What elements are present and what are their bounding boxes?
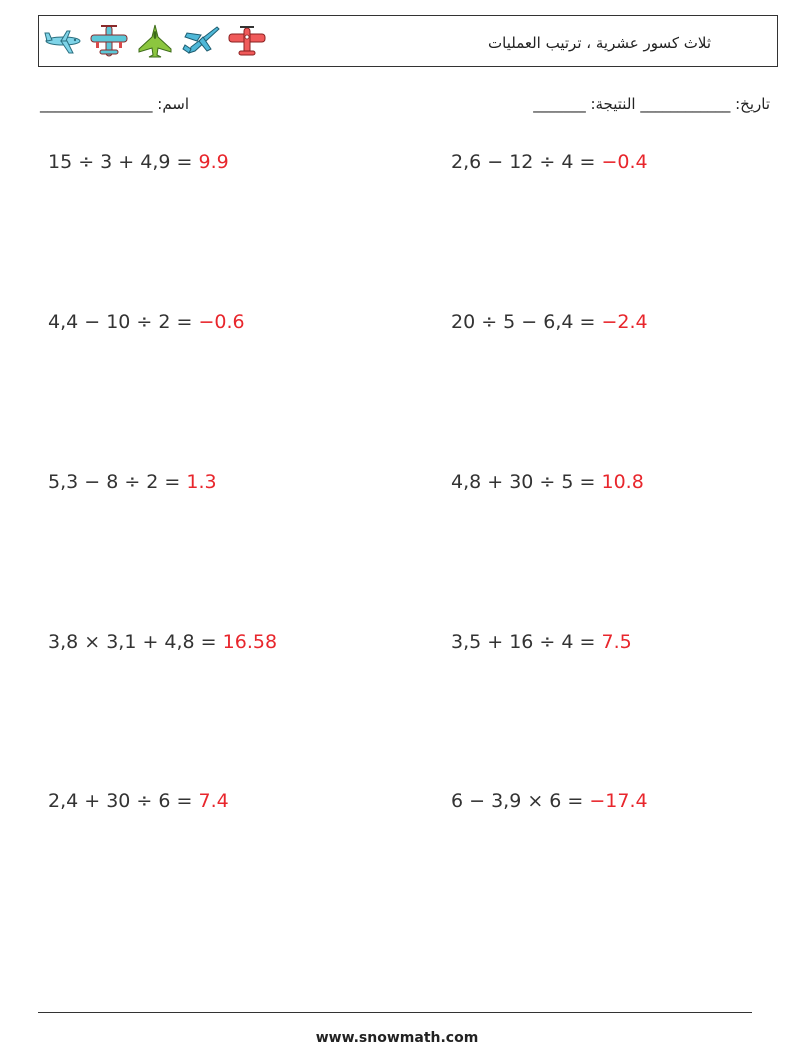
problem-answer: −2.4	[601, 311, 648, 333]
problem-9	[48, 790, 229, 812]
problem-answer: 7.5	[601, 631, 632, 653]
problem-answer: −0.6	[198, 311, 245, 333]
problem-expression: 5,3 − 8 ÷ 2 =	[48, 471, 187, 493]
problem-answer: 10.8	[601, 471, 644, 493]
problem-answer: 7.4	[198, 790, 229, 812]
problem-5	[48, 471, 217, 493]
problem-expression: 2,4 + 30 ÷ 6 =	[48, 790, 199, 812]
jet-plane-icon	[181, 23, 221, 59]
problem-expression: 15 ÷ 3 + 4,9 =	[48, 151, 199, 173]
problem-4	[451, 311, 648, 333]
problem-answer: 16.58	[222, 631, 278, 653]
problem-expression: 2,6 − 12 ÷ 4 =	[451, 151, 602, 173]
problem-8	[451, 631, 632, 653]
propeller-plane-icon	[89, 23, 129, 59]
problem-1	[48, 151, 229, 173]
airplane-icons	[43, 22, 267, 60]
problem-2	[451, 151, 648, 173]
problem-expression: 20 ÷ 5 − 6,4 =	[451, 311, 602, 333]
problem-answer: −0.4	[601, 151, 648, 173]
problem-10	[451, 790, 648, 812]
problem-expression: 3,8 × 3,1 + 4,8 =	[48, 631, 223, 653]
worksheet-title: ثلاث كسور عشرية ، ترتيب العمليات	[488, 34, 711, 52]
problem-answer: 9.9	[198, 151, 229, 173]
footer-website: www.snowmath.com	[315, 1030, 479, 1046]
date-score-field: _______ :تاريخ: ____________ النتيجة	[533, 95, 770, 113]
airliner-icon	[43, 23, 83, 59]
problem-answer: −17.4	[589, 790, 648, 812]
fighter-jet-icon	[135, 23, 175, 59]
problem-6	[451, 471, 644, 493]
red-prop-plane-icon	[227, 23, 267, 59]
problem-3	[48, 311, 245, 333]
problem-expression: 4,4 − 10 ÷ 2 =	[48, 311, 199, 333]
problem-expression: 3,5 + 16 ÷ 4 =	[451, 631, 602, 653]
problem-expression: 6 − 3,9 × 6 =	[451, 790, 590, 812]
worksheet-header	[38, 15, 778, 67]
name-field: اسم: _______________	[40, 95, 190, 113]
problem-7	[48, 631, 277, 653]
problem-expression: 4,8 + 30 ÷ 5 =	[451, 471, 602, 493]
problem-answer: 1.3	[186, 471, 217, 493]
footer-divider	[38, 1012, 752, 1013]
